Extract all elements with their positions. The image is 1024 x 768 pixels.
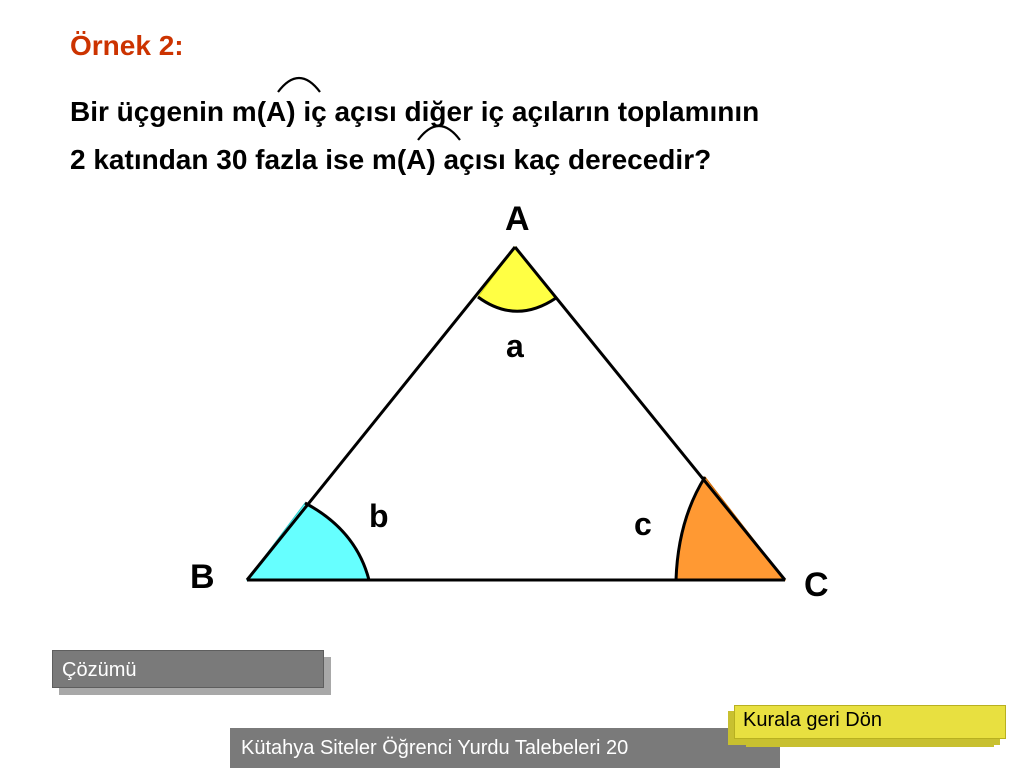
- angle-c-label: c: [634, 506, 652, 542]
- question-line-2-start: 2 katından 30 fazla ise m: [70, 144, 397, 175]
- vertex-b-label: B: [190, 558, 215, 596]
- question-line-1-end: iç açısı diğer iç açıların toplamının: [295, 96, 760, 127]
- angle-a-symbol: (A): [256, 96, 296, 127]
- vertex-c-label: C: [804, 566, 829, 604]
- angle-b-label: b: [369, 498, 389, 534]
- solution-button[interactable]: Çözümü: [52, 650, 324, 688]
- footer-bar: Kütahya Siteler Öğrenci Yurdu Talebeleri 20: [230, 728, 780, 768]
- question-line-2-end: açısı kaç derecedir?: [435, 144, 712, 175]
- slide-title: Örnek 2:: [70, 30, 184, 61]
- back-to-rule-button[interactable]: Kurala geri Dön: [734, 705, 1006, 739]
- vertex-a-label: A: [505, 200, 530, 238]
- angle-a-symbol-2: (A): [396, 144, 436, 175]
- angle-a-label: a: [506, 328, 524, 364]
- angle-c-sector: [676, 477, 785, 580]
- question-line-1-start: Bir üçgenin m: [70, 96, 257, 127]
